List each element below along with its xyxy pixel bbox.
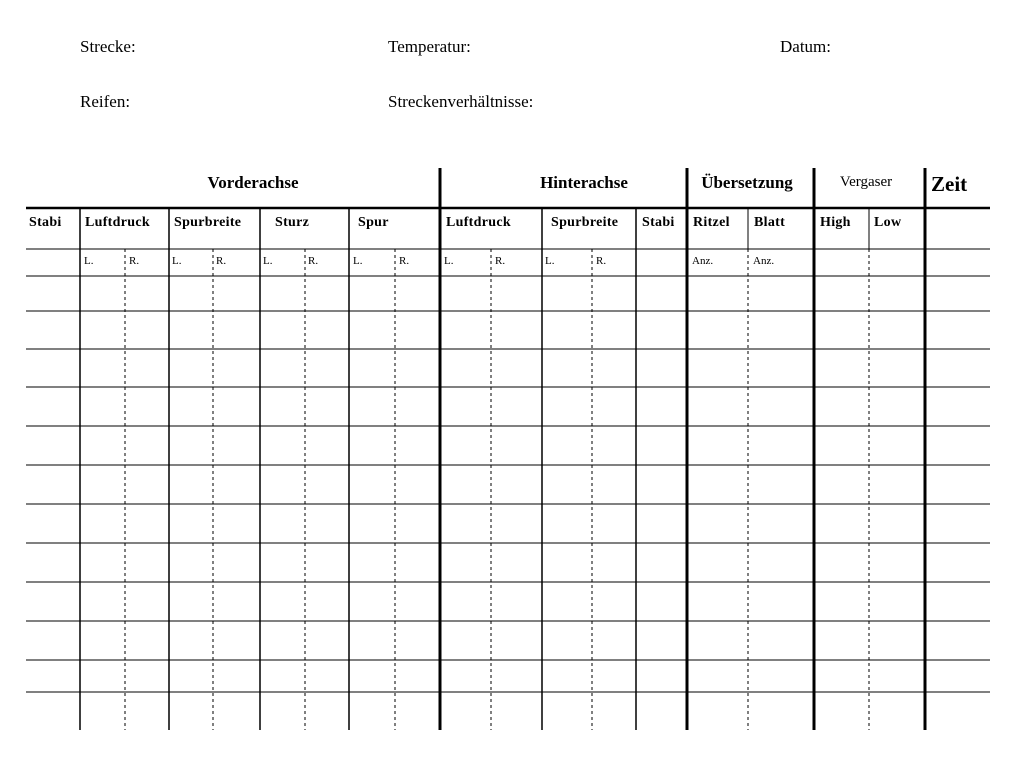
col-high: High xyxy=(820,215,851,230)
group-hinterachse: Hinterachse xyxy=(540,173,628,192)
sub-right: R. xyxy=(596,255,607,267)
col-spur: Spur xyxy=(358,215,389,230)
sub-right: R. xyxy=(129,255,140,267)
field-streckenverhaeltnisse: Streckenverhältnisse: xyxy=(388,92,534,111)
col-luftdruck-front: Luftdruck xyxy=(85,215,150,230)
group-vorderachse: Vorderachse xyxy=(207,173,299,192)
col-stabi-rear: Stabi xyxy=(642,215,675,230)
field-strecke: Strecke: xyxy=(80,37,136,56)
sub-right: R. xyxy=(308,255,319,267)
col-low: Low xyxy=(874,215,902,230)
sub-anzahl: Anz. xyxy=(692,255,714,267)
col-stabi-front: Stabi xyxy=(29,215,62,230)
group-vergaser: Vergaser xyxy=(839,174,893,190)
sub-left: L. xyxy=(353,255,363,267)
col-spurbreite-front: Spurbreite xyxy=(174,215,242,230)
sub-right: R. xyxy=(216,255,227,267)
col-spurbreite-rear: Spurbreite xyxy=(551,215,619,230)
sub-right: R. xyxy=(399,255,410,267)
field-temperatur: Temperatur: xyxy=(388,37,471,56)
col-blatt: Blatt xyxy=(754,215,786,230)
col-luftdruck-rear: Luftdruck xyxy=(446,215,511,230)
sub-left: L. xyxy=(263,255,273,267)
field-reifen: Reifen: xyxy=(80,92,131,111)
sub-anzahl: Anz. xyxy=(753,255,775,267)
sub-left: L. xyxy=(84,255,94,267)
sub-left: L. xyxy=(444,255,454,267)
sub-left: L. xyxy=(545,255,555,267)
col-ritzel: Ritzel xyxy=(693,215,730,230)
field-datum: Datum: xyxy=(780,37,831,56)
col-sturz: Sturz xyxy=(275,215,310,230)
group-zeit: Zeit xyxy=(931,172,968,196)
group-uebersetzung: Übersetzung xyxy=(701,173,793,192)
sub-left: L. xyxy=(172,255,182,267)
sub-right: R. xyxy=(495,255,506,267)
